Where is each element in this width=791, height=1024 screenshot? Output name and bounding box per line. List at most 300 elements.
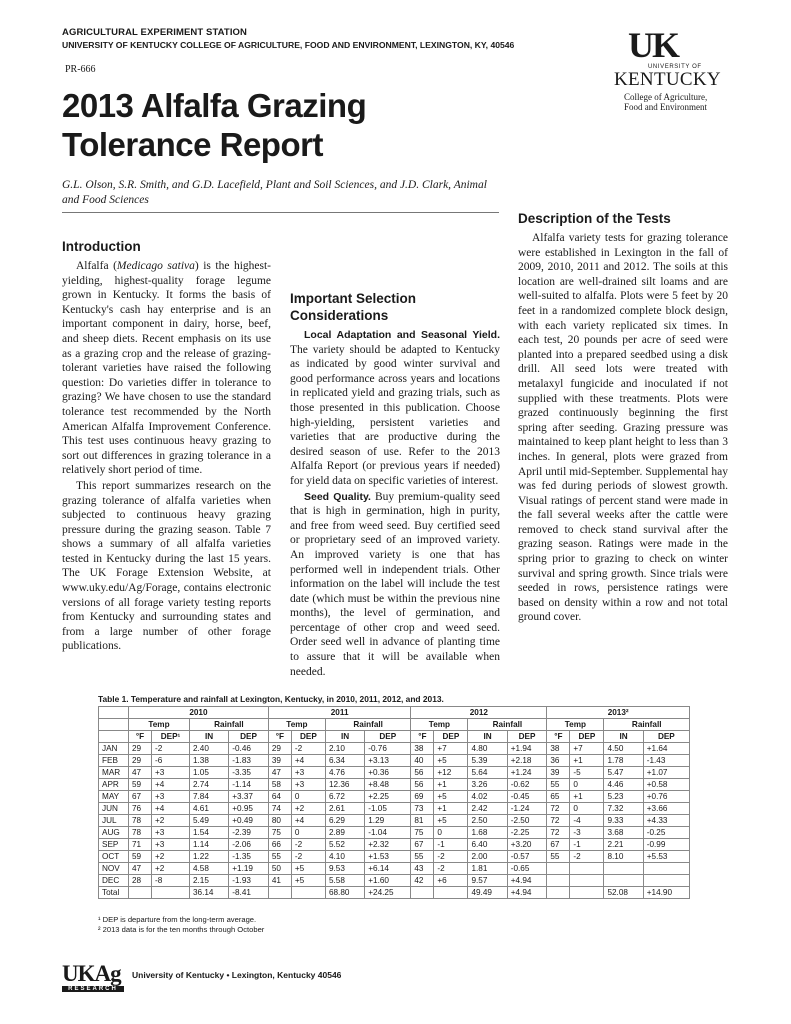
table-cell: +0.76 xyxy=(643,791,689,803)
table-cell xyxy=(152,887,190,899)
table-cell: 4.58 xyxy=(189,863,228,875)
table-note-2: ² 2013 data is for the ten months through October xyxy=(98,925,265,934)
temp-group-header: Temp xyxy=(411,719,468,731)
table-cell: +5.53 xyxy=(643,851,689,863)
table-cell: 78 xyxy=(129,827,152,839)
table-cell: +3 xyxy=(152,827,190,839)
table-cell: 67 xyxy=(547,839,570,851)
uk-logo-mark: UK xyxy=(628,25,678,65)
table-cell: 1.29 xyxy=(365,815,411,827)
table-cell: 2.21 xyxy=(604,839,643,851)
table-cell: 38 xyxy=(547,743,570,755)
table-cell xyxy=(434,887,468,899)
table-cell: +4 xyxy=(291,755,325,767)
table-cell: +5 xyxy=(434,755,468,767)
uk-logo-college-line1: College of Agriculture, xyxy=(624,92,708,102)
table-cell: 5.47 xyxy=(604,767,643,779)
table-cell: 1.81 xyxy=(468,863,507,875)
weather-table xyxy=(98,706,690,899)
table-cell: -0.62 xyxy=(507,779,547,791)
table-cell: 9.53 xyxy=(325,863,364,875)
temp-group-header: Temp xyxy=(268,719,325,731)
uk-logo xyxy=(608,24,732,116)
table-cell: 41 xyxy=(268,875,291,887)
table-cell xyxy=(570,887,604,899)
table-cell: 0 xyxy=(434,827,468,839)
table-cell: -1.24 xyxy=(507,803,547,815)
table-cell: +6 xyxy=(434,875,468,887)
table-cell: 1.38 xyxy=(189,755,228,767)
table-cell: 3.26 xyxy=(468,779,507,791)
table-cell: 67 xyxy=(411,839,434,851)
table-cell: +1 xyxy=(570,755,604,767)
table-cell: +4.94 xyxy=(507,875,547,887)
table-cell xyxy=(291,887,325,899)
table-cell: -2.50 xyxy=(507,815,547,827)
uk-logo-kentucky: KENTUCKY xyxy=(614,69,721,90)
column-subheader: °F xyxy=(411,731,434,743)
table-cell: 29 xyxy=(129,755,152,767)
table-cell: -3 xyxy=(570,827,604,839)
table-cell: +2.18 xyxy=(507,755,547,767)
row-label: DEC xyxy=(99,875,129,887)
table-cell: +0.36 xyxy=(365,767,411,779)
table-cell: +3 xyxy=(291,779,325,791)
table-cell: -2 xyxy=(434,863,468,875)
table-cell: -0.45 xyxy=(507,791,547,803)
table-cell: 4.61 xyxy=(189,803,228,815)
column-1 xyxy=(62,238,271,655)
table-cell: +4.94 xyxy=(507,887,547,899)
title-divider xyxy=(62,212,499,213)
table-cell: -0.57 xyxy=(507,851,547,863)
table-cell: +3.66 xyxy=(643,803,689,815)
uk-logo-college-line2: Food and Environment xyxy=(624,102,707,112)
table-cell: 2.42 xyxy=(468,803,507,815)
table-cell: -2 xyxy=(434,851,468,863)
table-row xyxy=(99,851,690,863)
table-cell: 39 xyxy=(268,755,291,767)
table-cell xyxy=(604,863,643,875)
table-cell: 1.54 xyxy=(189,827,228,839)
college-line: UNIVERSITY OF KENTUCKY COLLEGE OF AGRICULTURE, FOOD AND ENVIRONMENT, LEXINGTON, KY, 40546 xyxy=(62,40,515,50)
table-cell: 2.40 xyxy=(189,743,228,755)
table-cell: +1 xyxy=(570,791,604,803)
column-3 xyxy=(518,210,728,626)
table-cell: 72 xyxy=(547,815,570,827)
table-cell: 55 xyxy=(411,851,434,863)
table-cell: -0.46 xyxy=(229,743,269,755)
table-cell: -0.99 xyxy=(643,839,689,851)
table-row xyxy=(99,743,690,755)
table-cell: 38 xyxy=(411,743,434,755)
introduction-heading: Introduction xyxy=(62,239,141,254)
table-cell: 2.10 xyxy=(325,743,364,755)
table-group-row xyxy=(99,719,690,731)
table-cell: 68.80 xyxy=(325,887,364,899)
table-cell: 56 xyxy=(411,779,434,791)
table-cell: 2.15 xyxy=(189,875,228,887)
table-cell: 6.34 xyxy=(325,755,364,767)
rainfall-group-header: Rainfall xyxy=(468,719,547,731)
year-header: 2010 xyxy=(129,707,269,719)
table-body xyxy=(99,743,690,899)
table-row xyxy=(99,767,690,779)
table-cell: +3 xyxy=(152,791,190,803)
table-cell xyxy=(129,887,152,899)
local-adaptation-text: The variety should be adapted to Kentucky as indicated by good winter survival and good performance across years and locations in replicated yield and grazing trials, such as those presented in this publication. Choose high-yielding, persistent varieties and varieties that are productive during the desired season of use. Refer to the 2013 Alfalfa Report (or previous years if needed) for yield data on specific varieties of interest. xyxy=(290,343,500,487)
table-cell xyxy=(547,875,570,887)
table-cell: -1.83 xyxy=(229,755,269,767)
table-cell: -0.76 xyxy=(365,743,411,755)
table-cell: -1.04 xyxy=(365,827,411,839)
table-cell: 4.76 xyxy=(325,767,364,779)
table-cell: 8.10 xyxy=(604,851,643,863)
intro-paragraph-1 xyxy=(62,259,271,478)
table-cell: 3.68 xyxy=(604,827,643,839)
column-subheader: DEP xyxy=(291,731,325,743)
table-cell: +5 xyxy=(434,815,468,827)
column-subheader: IN xyxy=(325,731,364,743)
table-cell xyxy=(570,863,604,875)
table-cell xyxy=(643,863,689,875)
table-cell: 75 xyxy=(411,827,434,839)
table-cell: 56 xyxy=(411,767,434,779)
table-cell: +1.60 xyxy=(365,875,411,887)
table-cell: 36.14 xyxy=(189,887,228,899)
table-cell: 29 xyxy=(268,743,291,755)
table-row xyxy=(99,887,690,899)
table-cell: 9.57 xyxy=(468,875,507,887)
table-row xyxy=(99,827,690,839)
table-cell: +3.13 xyxy=(365,755,411,767)
table-cell: 6.29 xyxy=(325,815,364,827)
table-cell: 1.68 xyxy=(468,827,507,839)
table-cell: -8 xyxy=(152,875,190,887)
column-subheader: DEP xyxy=(570,731,604,743)
table-cell: 2.50 xyxy=(468,815,507,827)
table-row xyxy=(99,839,690,851)
table-cell: +12 xyxy=(434,767,468,779)
seed-quality-label: Seed Quality. xyxy=(304,490,371,503)
table-cell: -2 xyxy=(570,851,604,863)
column-2-content xyxy=(290,290,500,680)
table-cell: -1.43 xyxy=(643,755,689,767)
table-cell: +5 xyxy=(291,863,325,875)
table-cell: 4.46 xyxy=(604,779,643,791)
table-cell: +4 xyxy=(152,803,190,815)
table-cell: -1 xyxy=(434,839,468,851)
table-cell: 80 xyxy=(268,815,291,827)
table-cell: -2 xyxy=(291,851,325,863)
table-cell: 0 xyxy=(570,779,604,791)
table-cell: 28 xyxy=(129,875,152,887)
table-cell: 58 xyxy=(268,779,291,791)
table-cell: +2 xyxy=(152,863,190,875)
table-cell: 55 xyxy=(268,851,291,863)
table-cell: 5.58 xyxy=(325,875,364,887)
table-cell: 5.49 xyxy=(189,815,228,827)
table-corner xyxy=(99,719,129,731)
rainfall-group-header: Rainfall xyxy=(189,719,268,731)
publication-number: PR-666 xyxy=(65,64,96,75)
table-cell: 72 xyxy=(547,803,570,815)
table-cell: -2.25 xyxy=(507,827,547,839)
table-cell: 73 xyxy=(411,803,434,815)
table-cell xyxy=(268,887,291,899)
table-cell: -1.35 xyxy=(229,851,269,863)
table-cell: +14.90 xyxy=(643,887,689,899)
table-row xyxy=(99,779,690,791)
description-heading: Description of the Tests xyxy=(518,211,671,226)
table-cell: 59 xyxy=(129,851,152,863)
table-cell: 12.36 xyxy=(325,779,364,791)
table-cell: 4.02 xyxy=(468,791,507,803)
year-header: 2013² xyxy=(547,707,690,719)
table-cell: +1 xyxy=(434,779,468,791)
table-cell: +4 xyxy=(152,779,190,791)
uk-logo-university-of: UNIVERSITY OF xyxy=(648,64,702,70)
row-label: FEB xyxy=(99,755,129,767)
table-cell: +3 xyxy=(152,767,190,779)
row-label: JAN xyxy=(99,743,129,755)
table-cell: -1 xyxy=(570,839,604,851)
table-year-row xyxy=(99,707,690,719)
table-cell: 81 xyxy=(411,815,434,827)
table-cell: 66 xyxy=(268,839,291,851)
table-cell xyxy=(547,887,570,899)
intro-p1-start: Alfalfa ( xyxy=(76,260,117,272)
table-cell: 5.52 xyxy=(325,839,364,851)
table-cell: 78 xyxy=(129,815,152,827)
column-subheader: DEP xyxy=(229,731,269,743)
table-cell: +4.33 xyxy=(643,815,689,827)
table-cell: 55 xyxy=(547,779,570,791)
table-row xyxy=(99,815,690,827)
table-cell: -2.06 xyxy=(229,839,269,851)
local-adaptation-paragraph xyxy=(290,328,500,489)
table-cell: -1.93 xyxy=(229,875,269,887)
intro-p1-rest: ) is the highest-yielding, highest-quality forage legume grown in Kentucky. It forms the basis of Kentucky's cash hay enterprise and is an important component in dairy, horse, beef, and sheep diets. Recent emphasis on its use as a grazing crop and the release of grazing-tolerant varieties have raised the following question: Do varieties differ in tolerance to grazing? We have chosen to use the standard tolerance test recommended by the North American Alfalfa Improvement Conference. This test uses continuous heavy grazing to sort out differences in grazing tolerance in a relatively short period of time. xyxy=(62,260,271,477)
station-name: AGRICULTURAL EXPERIMENT STATION xyxy=(62,27,248,38)
table-cell: -3.35 xyxy=(229,767,269,779)
authors: G.L. Olson, S.R. Smith, and G.D. Lacefield, Plant and Soil Sciences, and J.D. Clark, Animal and Food Sciences xyxy=(62,179,487,206)
table-cell: +5 xyxy=(291,875,325,887)
table-cell: +2.32 xyxy=(365,839,411,851)
table-cell: 1.05 xyxy=(189,767,228,779)
table-cell: 1.22 xyxy=(189,851,228,863)
table-cell: 74 xyxy=(268,803,291,815)
row-label: SEP xyxy=(99,839,129,851)
row-label: AUG xyxy=(99,827,129,839)
row-label: MAY xyxy=(99,791,129,803)
seed-quality-text: Buy premium-quality seed that is high in germination, high in purity, and free from weed seed. Buy certified seed or proprietary seed of an improved variety. An improved variety is one that has performed well in independent trials. Other information on the label will include the test date (which must be within the previous nine months), the level of germination, and percentage of other crop and weed seed. Order seed well in advance of planting time to assure that it will be available when needed. xyxy=(290,490,501,678)
table-cell: 36 xyxy=(547,755,570,767)
table-cell xyxy=(411,887,434,899)
table-cell: -2 xyxy=(291,743,325,755)
table-cell: 4.50 xyxy=(604,743,643,755)
table-cell: 76 xyxy=(129,803,152,815)
year-header: 2012 xyxy=(411,707,547,719)
table-cell: +1 xyxy=(434,803,468,815)
row-label: JUN xyxy=(99,803,129,815)
table-cell: +1.94 xyxy=(507,743,547,755)
column-subheader: DEP xyxy=(434,731,468,743)
column-subheader: °F xyxy=(129,731,152,743)
table-cell: 6.72 xyxy=(325,791,364,803)
table-cell: 5.64 xyxy=(468,767,507,779)
ukag-logo-research: RESEARCH xyxy=(62,986,124,992)
footer-address: University of Kentucky • Lexington, Kentucky 40546 xyxy=(132,970,342,980)
column-subheader: DEP xyxy=(643,731,689,743)
table-cell: 4.80 xyxy=(468,743,507,755)
table-cell: 1.78 xyxy=(604,755,643,767)
table-cell: 67 xyxy=(129,791,152,803)
description-paragraph: Alfalfa variety tests for grazing tolerance were established in Lexington in the fall of 2009, 2010, 2011 and 2012. The soils at this location are well-drained silt loams and are well-suited to alfalfa. Plots were 5 feet by 20 feet in a randomized complete block design, with each variety replicated six times. In each test, 20 pounds per acre of seed were planted into a prepared seedbed using a disk drill. All seed lots were treated with metalaxyl fungicide and inoculated if not supplied with these treatments. Plots were grazed continuously beginning the first spring after seeding. Grazing pressure was maintained to keep plant height to less than 3 inches. In general, plots were grazed from April until mid-September. Supplemental hay was fed during periods of slowest growth. Visual ratings of percent stand were made in the fall several weeks after the cattle were removed to check stand survival after the grazing season. Ratings were made in the spring prior to grazing to check on winter survival and spring growth. Since trials were seeded in rows, persistence ratings were based on density within a row and not total ground cover. xyxy=(518,232,728,624)
table-cell: 1.14 xyxy=(189,839,228,851)
table-row xyxy=(99,791,690,803)
table-cell: +2.25 xyxy=(365,791,411,803)
table-row xyxy=(99,803,690,815)
year-header: 2011 xyxy=(268,707,411,719)
table-cell: +3.20 xyxy=(507,839,547,851)
table-cell: -0.65 xyxy=(507,863,547,875)
table-cell: +6.14 xyxy=(365,863,411,875)
seed-quality-paragraph xyxy=(290,490,500,680)
column-subheader: °F xyxy=(268,731,291,743)
table-cell xyxy=(604,875,643,887)
table-cell: -4 xyxy=(570,815,604,827)
table-cell: 50 xyxy=(268,863,291,875)
table-cell: 75 xyxy=(268,827,291,839)
table-cell: 49.49 xyxy=(468,887,507,899)
table-cell: 43 xyxy=(411,863,434,875)
table-cell: +24.25 xyxy=(365,887,411,899)
row-label: JUL xyxy=(99,815,129,827)
table-cell: 2.89 xyxy=(325,827,364,839)
table-row xyxy=(99,755,690,767)
table-cell: 59 xyxy=(129,779,152,791)
table-row xyxy=(99,863,690,875)
table-cell xyxy=(643,875,689,887)
table-cell: 5.23 xyxy=(604,791,643,803)
considerations-heading: Important Selection Considerations xyxy=(290,291,417,323)
table-corner xyxy=(99,707,129,719)
table-cell: 4.10 xyxy=(325,851,364,863)
rainfall-group-header: Rainfall xyxy=(604,719,690,731)
table-note-1: ¹ DEP is departure from the long-term average. xyxy=(98,915,257,924)
column-subheader: DEP xyxy=(507,731,547,743)
row-label: NOV xyxy=(99,863,129,875)
table-cell: 0 xyxy=(570,803,604,815)
table-cell: 71 xyxy=(129,839,152,851)
table-cell: -6 xyxy=(152,755,190,767)
table-cell: -0.25 xyxy=(643,827,689,839)
table-cell: 2.74 xyxy=(189,779,228,791)
table-cell: -1.14 xyxy=(229,779,269,791)
rainfall-group-header: Rainfall xyxy=(325,719,410,731)
table-cell: +3 xyxy=(152,839,190,851)
row-label: OCT xyxy=(99,851,129,863)
table-cell: +7 xyxy=(434,743,468,755)
table-cell: +1.24 xyxy=(507,767,547,779)
table-cell: 42 xyxy=(411,875,434,887)
table-cell: +7 xyxy=(570,743,604,755)
table-cell: 64 xyxy=(268,791,291,803)
uk-logo-college xyxy=(624,92,707,112)
row-label: MAR xyxy=(99,767,129,779)
table-cell: 65 xyxy=(547,791,570,803)
column-subheader: DEP xyxy=(365,731,411,743)
table-cell: -1.05 xyxy=(365,803,411,815)
table-cell: +4 xyxy=(291,815,325,827)
table-cell: 6.40 xyxy=(468,839,507,851)
table-cell: +0.49 xyxy=(229,815,269,827)
ukag-research-logo xyxy=(62,962,126,996)
table-cell: 40 xyxy=(411,755,434,767)
table-1-caption: Table 1. Temperature and rainfall at Lexington, Kentucky, in 2010, 2011, 2012, and 2013. xyxy=(98,694,444,704)
table-cell: 47 xyxy=(129,863,152,875)
table-row xyxy=(99,875,690,887)
row-label: Total xyxy=(99,887,129,899)
table-cell: 5.39 xyxy=(468,755,507,767)
column-subheader: IN xyxy=(468,731,507,743)
row-label: APR xyxy=(99,779,129,791)
temp-group-header: Temp xyxy=(547,719,604,731)
temp-group-header: Temp xyxy=(129,719,190,731)
species-name: Medicago sativa xyxy=(116,260,195,272)
table-cell: 0 xyxy=(291,791,325,803)
table-cell: 29 xyxy=(129,743,152,755)
column-subheader: IN xyxy=(189,731,228,743)
local-adaptation-label: Local Adaptation and Seasonal Yield. xyxy=(304,329,500,341)
table-cell xyxy=(570,875,604,887)
table-cell: -8.41 xyxy=(229,887,269,899)
column-subheader: °F xyxy=(547,731,570,743)
table-cell: +8.48 xyxy=(365,779,411,791)
table-cell: +1.64 xyxy=(643,743,689,755)
column-subheader: IN xyxy=(604,731,643,743)
table-cell: -2.39 xyxy=(229,827,269,839)
report-title: 2013 Alfalfa Grazing Tolerance Report xyxy=(62,87,367,163)
table-cell: +3.37 xyxy=(229,791,269,803)
table-cell: 7.84 xyxy=(189,791,228,803)
table-notes xyxy=(98,915,264,935)
table-cell: +0.58 xyxy=(643,779,689,791)
table-cell xyxy=(547,863,570,875)
table-cell: 2.00 xyxy=(468,851,507,863)
table-cell: 55 xyxy=(547,851,570,863)
table-cell: 7.32 xyxy=(604,803,643,815)
table-cell: 39 xyxy=(547,767,570,779)
table-corner xyxy=(99,731,129,743)
ukag-logo-text: UKAg xyxy=(62,961,121,986)
table-cell: +2 xyxy=(152,851,190,863)
table-cell: 47 xyxy=(268,767,291,779)
table-cell: 2.61 xyxy=(325,803,364,815)
table-cell: +0.95 xyxy=(229,803,269,815)
table-cell: -2 xyxy=(152,743,190,755)
table-cell: +5 xyxy=(434,791,468,803)
table-cell: 9.33 xyxy=(604,815,643,827)
table-cell: -5 xyxy=(570,767,604,779)
table-cell: 0 xyxy=(291,827,325,839)
table-cell: 52.08 xyxy=(604,887,643,899)
table-cell: 72 xyxy=(547,827,570,839)
intro-paragraph-2: This report summarizes research on the grazing tolerance of alfalfa varieties when subjected to continuous heavy grazing pressure during the grazing season. Table 7 shows a summary of all alfalfa varieties tested in Kentucky during the last 15 years. The UK Forage Extension Website, at www.uky.edu/Ag/Forage, contains electronic versions of all forage variety testing reports from Kentucky and surrounding states and from a large number of other forage publications. xyxy=(62,479,271,653)
table-cell: +2 xyxy=(291,803,325,815)
table-cell: 47 xyxy=(129,767,152,779)
